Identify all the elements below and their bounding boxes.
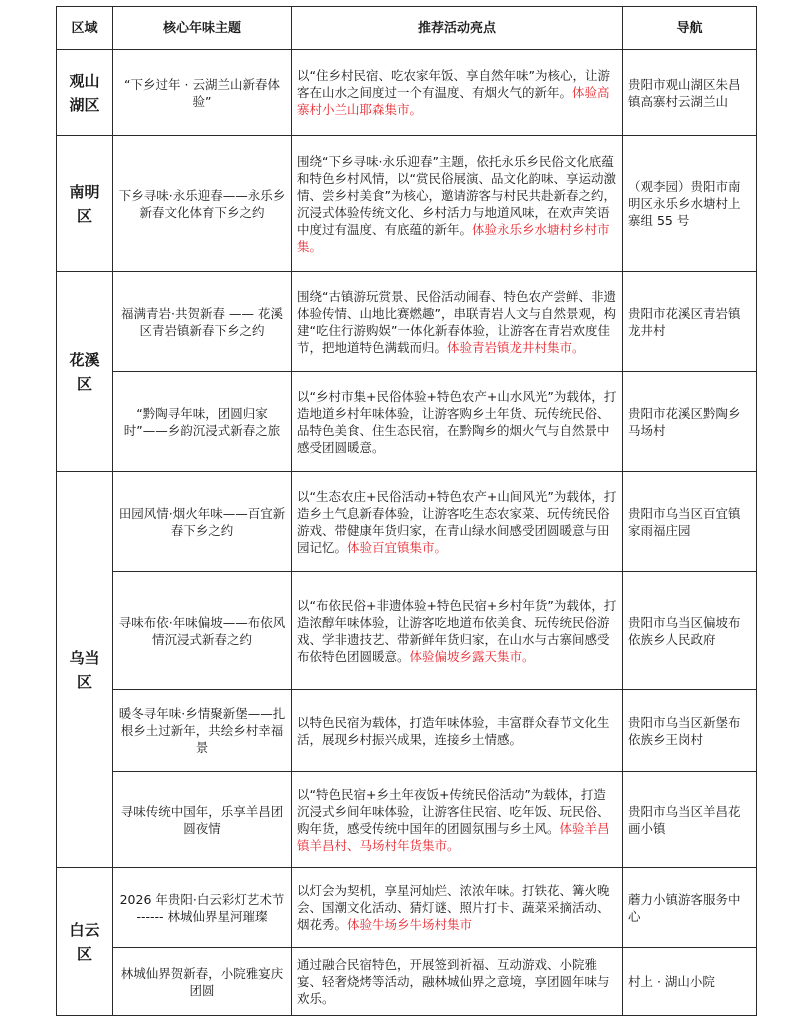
nav-cell: 贵阳市花溪区黔陶乡马场村 <box>623 372 757 472</box>
table-row <box>57 690 757 772</box>
highlight-cell <box>292 272 623 372</box>
highlight-text: 通过融合民宿特色，开展签到祈福、互动游戏、小院雅宴、轻奢烧烤等活动，融林城仙界之意境，享团圆年味与欢乐。 <box>297 957 610 1006</box>
highlight-cell <box>292 572 623 690</box>
table-row <box>57 136 757 272</box>
theme-cell: 暖冬寻年味·乡情聚新堡——扎根乡土过新年，共绘乡村幸福景 <box>113 690 292 772</box>
area-cell: 南明区 <box>57 136 113 272</box>
area-cell: 花溪区 <box>57 272 113 472</box>
table-row <box>57 948 757 1016</box>
nav-cell: 贵阳市观山湖区朱昌镇高寨村云湖兰山 <box>623 50 757 136</box>
table-row <box>57 572 757 690</box>
table-row <box>57 50 757 136</box>
theme-cell: “下乡过年 · 云湖兰山新春体验” <box>113 50 292 136</box>
nav-cell: 贵阳市乌当区羊昌花画小镇 <box>623 772 757 868</box>
highlight-red-text: 体验青岩镇龙井村集市。 <box>447 339 585 355</box>
nav-cell: 蘑力小镇游客服务中心 <box>623 868 757 948</box>
highlight-red-text: 体验高寨村小兰山耶森集市。 <box>297 85 610 117</box>
activity-table <box>56 6 757 1016</box>
nav-cell: 贵阳市乌当区偏坡布依族乡人民政府 <box>623 572 757 690</box>
highlight-cell <box>292 772 623 868</box>
table-row <box>57 772 757 868</box>
area-cell: 乌当区 <box>57 472 113 868</box>
theme-cell: 下乡寻味·永乐迎春——永乐乡新春文化体育下乡之约 <box>113 136 292 272</box>
highlight-text: 围绕“古镇游玩赏景、民俗活动闹春、特色农产尝鲜、非遗体验传情、山地比赛燃趣”，串联青岩人文与自然景观，构建“吃住行游购娱”一体化新春体验，让游客在青岩欢度佳节，把地道特色满载而归。 <box>297 288 616 355</box>
highlight-text: 围绕“下乡寻味·永乐迎春”主题，依托永乐乡民俗文化底蕴和特色乡村风情，以“赏民俗展演、品文化韵味、享运动激情、尝乡村美食”为核心，邀请游客与村民共赴新春之约，沉浸式体验传统文化、乡村活力与地道风味，在欢声笑语中度过有温度、有底蕴的新年。 <box>297 153 616 237</box>
table-row <box>57 868 757 948</box>
highlight-cell <box>292 868 623 948</box>
highlight-cell <box>292 948 623 1016</box>
header-theme: 核心年味主题 <box>113 7 292 50</box>
header-area: 区域 <box>57 7 113 50</box>
header-nav: 导航 <box>623 7 757 50</box>
highlight-cell <box>292 372 623 472</box>
table-header-row <box>57 7 757 50</box>
highlight-red-text: 体验永乐乡水塘村乡村市集。 <box>297 221 610 254</box>
highlight-red-text: 体验羊昌镇羊昌村、马场村年货集市。 <box>297 820 610 853</box>
nav-cell: 贵阳市花溪区青岩镇龙井村 <box>623 272 757 372</box>
highlight-text: 以灯会为契机，享星河灿烂、浓浓年味。打铁花、篝火晚会、国潮文化活动、猜灯谜、照片打卡、蔬菜采摘活动、烟花秀。 <box>297 883 610 932</box>
nav-cell: 贵阳市乌当区新堡布依族乡王岗村 <box>623 690 757 772</box>
theme-cell: 田园风情·烟火年味——百宜新春下乡之约 <box>113 472 292 572</box>
highlight-text: 以“乡村市集+民俗体验+特色农产+山水风光”为载体，打造地道乡村年味体验，让游客购乡土年货、玩传统民俗、品特色美食、住生态民宿，在黔陶乡的烟火气与自然景中感受团圆暖意。 <box>297 388 617 455</box>
highlight-text: 以“生态农庄+民俗活动+特色农产+山间风光”为载体，打造乡土气息新春体验，让游客吃生态农家菜、玩传统民俗游戏、带健康年货归家，在青山绿水间感受团圆暖意与田园记忆。 <box>297 488 617 555</box>
highlight-red-text: 体验牛场乡牛场村集市 <box>347 917 473 932</box>
table-row <box>57 272 757 372</box>
highlight-cell <box>292 136 623 272</box>
nav-cell: （观李园）贵阳市南明区永乐乡水塘村上寨组 55 号 <box>623 136 757 272</box>
table-row <box>57 472 757 572</box>
document-page <box>56 6 756 1016</box>
nav-cell: 村上 · 湖山小院 <box>623 948 757 1016</box>
highlight-red-text: 体验百宜镇集市。 <box>347 539 448 555</box>
theme-cell: 寻味布依·年味偏坡——布依风情沉浸式新春之约 <box>113 572 292 690</box>
theme-cell: 林城仙界贺新春，小院雅宴庆团圆 <box>113 948 292 1016</box>
highlight-text: 以“特色民宿+乡土年夜饭+传统民俗活动”为载体，打造沉浸式乡间年味体验，让游客住民宿、吃年饭、玩民俗、购年货，感受传统中国年的团圆氛围与乡土风。 <box>297 786 610 836</box>
highlight-cell <box>292 472 623 572</box>
highlight-text: 以“布依民俗+非遗体验+特色民宿+乡村年货”为载体，打造浓醇年味体验，让游客吃地道布依美食、玩传统民俗游戏、学非遗技艺、带新鲜年货归家，在山水与古寨间感受布依特色团圆暖意。 <box>297 597 617 664</box>
theme-cell: “黔陶寻年味，团圆归家时”——乡韵沉浸式新春之旅 <box>113 372 292 472</box>
highlight-cell <box>292 690 623 772</box>
theme-cell: 寻味传统中国年，乐享羊昌团圆夜情 <box>113 772 292 868</box>
highlight-cell <box>292 50 623 136</box>
area-cell: 观山湖区 <box>57 50 113 136</box>
theme-cell: 2026 年贵阳·白云彩灯艺术节 ------ 林城仙界星河璀璨 <box>113 868 292 948</box>
table-row <box>57 372 757 472</box>
theme-cell: 福满青岩·共贺新春 —— 花溪区青岩镇新春下乡之约 <box>113 272 292 372</box>
area-cell: 白云区 <box>57 868 113 1016</box>
highlight-text: 以“住乡村民宿、吃农家年饭、享自然年味”为核心，让游客在山水之间度过一个有温度、有烟火气的新年。 <box>297 68 610 100</box>
highlight-red-text: 体验偏坡乡露天集市。 <box>409 648 535 664</box>
highlight-text: 以特色民宿为载体，打造年味体验，丰富群众春节文化生活，展现乡村振兴成果，连接乡土情感。 <box>297 714 610 747</box>
header-highlights: 推荐活动亮点 <box>292 7 623 50</box>
nav-cell: 贵阳市乌当区百宜镇家雨福庄园 <box>623 472 757 572</box>
